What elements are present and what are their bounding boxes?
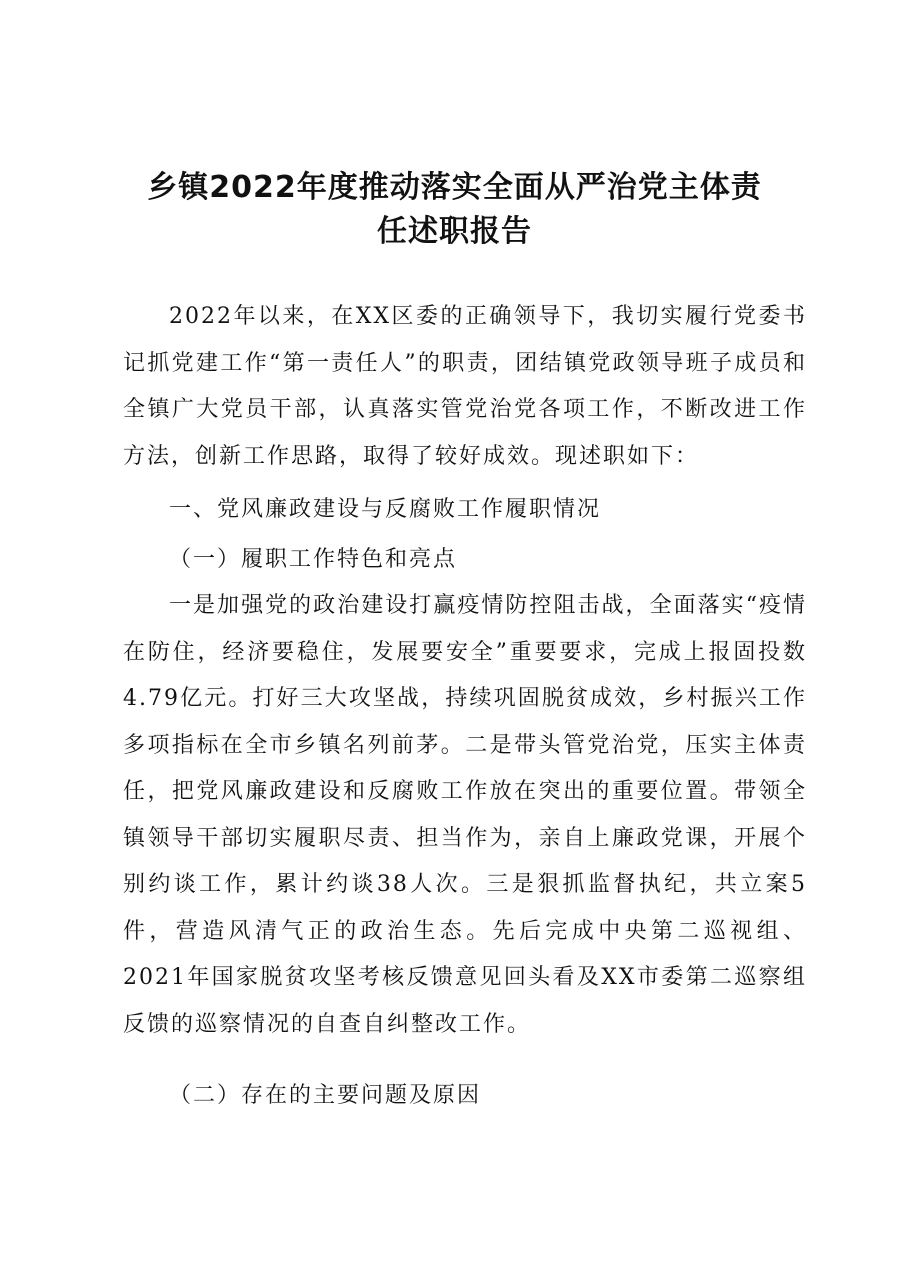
document-title-line-1: 乡镇2022年度推动落实全面从严治党主体责 bbox=[147, 170, 762, 205]
subsection-heading-1: （一）履职工作特色和亮点 bbox=[169, 547, 458, 572]
subsection-heading-2: （二）存在的主要问题及原因 bbox=[169, 1083, 482, 1108]
intro-paragraph: 2022年以来，在XX区委的正确领导下，我切实履行党委书记抓党建工作“第一责任人”的职责，团结镇党政领导班子成员和全镇广大党员干部，认真落实管党治党各项工作，不断改进工作方法，创新工作思路，取得了较好成效。现述职如下： bbox=[123, 304, 807, 469]
section-heading-1: 一、党风廉政建设与反腐败工作履职情况 bbox=[169, 497, 602, 522]
highlights-paragraph: 一是加强党的政治建设打赢疫情防控阻击战，全面落实“疫情在防住，经济要稳住，发展要安全”重要要求，完成上报固投数4.79亿元。打好三大攻坚战，持续巩固脱贫成效，乡村振兴工作多项指标在全市乡镇名列前茅。二是带头管党治党，压实主体责任，把党风廉政建设和反腐败工作放在突出的重要位置。带领全镇领导干部切实履职尽责、担当作为，亲自上廉政党课，开展个别约谈工作，累计约谈38人次。三是狠抓监督执纪，共立案5件，营造风清气正的政治生态。先后完成中央第二巡视组、2021年国家脱贫攻坚考核反馈意见回头看及XX市委第二巡察组反馈的巡察情况的自查自纠整改工作。 bbox=[123, 593, 807, 1037]
document-title-line-2: 任述职报告 bbox=[377, 214, 532, 249]
